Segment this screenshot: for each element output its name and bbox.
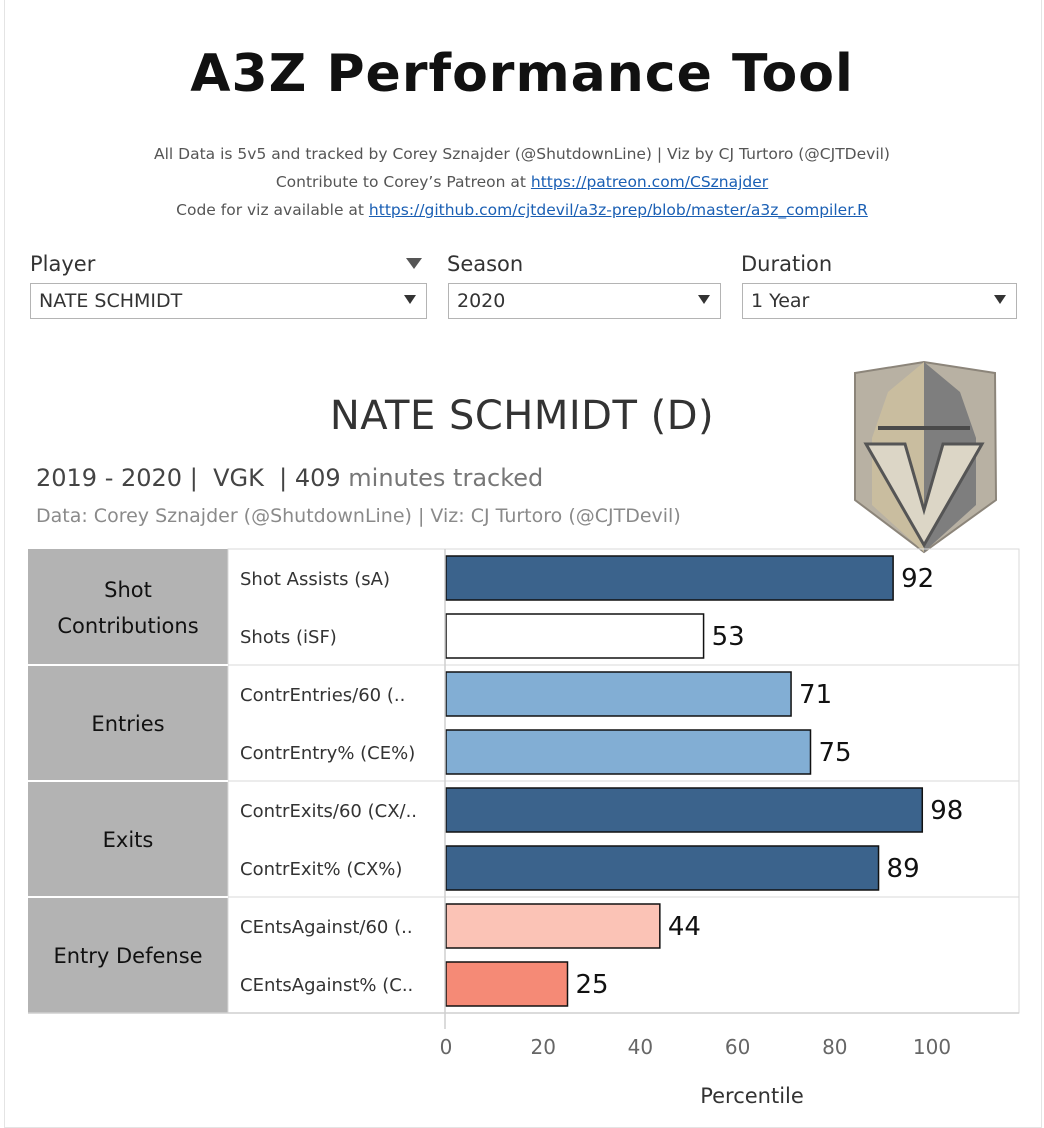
bar [446,614,704,658]
bar [446,730,811,774]
team-abbrev: VGK [213,464,264,492]
page-title: A3Z Performance Tool [190,44,854,104]
duration-filter-label: Duration [741,252,833,276]
bar-value-label: 98 [930,796,964,826]
bar [446,556,893,600]
duration-select-value: 1 Year [751,290,810,312]
x-tick-label: 0 [439,1035,453,1059]
x-tick-label: 100 [912,1035,952,1059]
bar-value-label: 71 [799,680,833,710]
bar-value-label: 44 [667,912,701,942]
bar-value-label: 75 [818,738,852,768]
category-label: Entry Defense [53,944,203,968]
x-axis-title: Percentile [700,1084,804,1108]
category-label: Contributions [57,614,199,638]
category-cell [28,549,228,665]
patreon-link[interactable]: https://patreon.com/CSznajder [530,173,769,191]
bar-value-label: 53 [711,622,745,652]
player-meta: 2019 - 2020 | VGK | 409 minutes tracked [36,464,544,492]
category-label: Entries [91,712,165,736]
bar [446,904,660,948]
bar [446,788,922,832]
metric-label: ContrEntry% (CE%) [240,743,416,764]
metric-label: ContrEntries/60 (.. [240,685,406,706]
data-credit: Data: Corey Sznajder (@ShutdownLine) | Viz: CJ Turtoro (@CJTDevil) [36,505,681,527]
metric-label: ContrExits/60 (CX/.. [240,801,418,822]
minutes-label: minutes tracked [348,464,544,492]
bar [446,846,879,890]
player-filter-label: Player [30,252,96,276]
x-tick-label: 60 [724,1035,751,1059]
season-range: 2019 - 2020 [36,464,183,492]
info-line-3-prefix: Code for viz available at [176,201,369,219]
metric-label: Shot Assists (sA) [240,569,390,590]
x-tick-label: 80 [822,1035,848,1059]
bar-value-label: 89 [886,854,920,884]
metric-label: Shots (iSF) [240,627,337,648]
x-tick-label: 40 [627,1035,654,1059]
category-label: Exits [102,828,154,852]
bar-value-label: 25 [575,970,609,1000]
season-filter-label: Season [447,252,524,276]
metric-label: CEntsAgainst% (C.. [240,975,414,996]
metric-label: ContrExit% (CX%) [240,859,403,880]
season-select-value: 2020 [457,290,506,312]
minutes-value: 409 [294,464,341,492]
info-line-1: All Data is 5v5 and tracked by Corey Sznajder (@ShutdownLine) | Viz by CJ Turtoro (@CJTDevil) [154,145,890,163]
info-line-2-prefix: Contribute to Corey’s Patreon at [275,173,531,191]
github-link[interactable]: https://github.com/cjtdevil/a3z-prep/blob/master/a3z_compiler.R [368,201,868,219]
metric-label: CEntsAgainst/60 (.. [240,917,413,938]
bar [446,962,568,1006]
player-select-value: NATE SCHMIDT [39,290,183,312]
player-name: NATE SCHMIDT (D) [329,393,715,439]
category-label: Shot [104,578,152,602]
bar-value-label: 92 [901,564,935,594]
x-tick-label: 20 [530,1035,556,1059]
bar [446,672,791,716]
